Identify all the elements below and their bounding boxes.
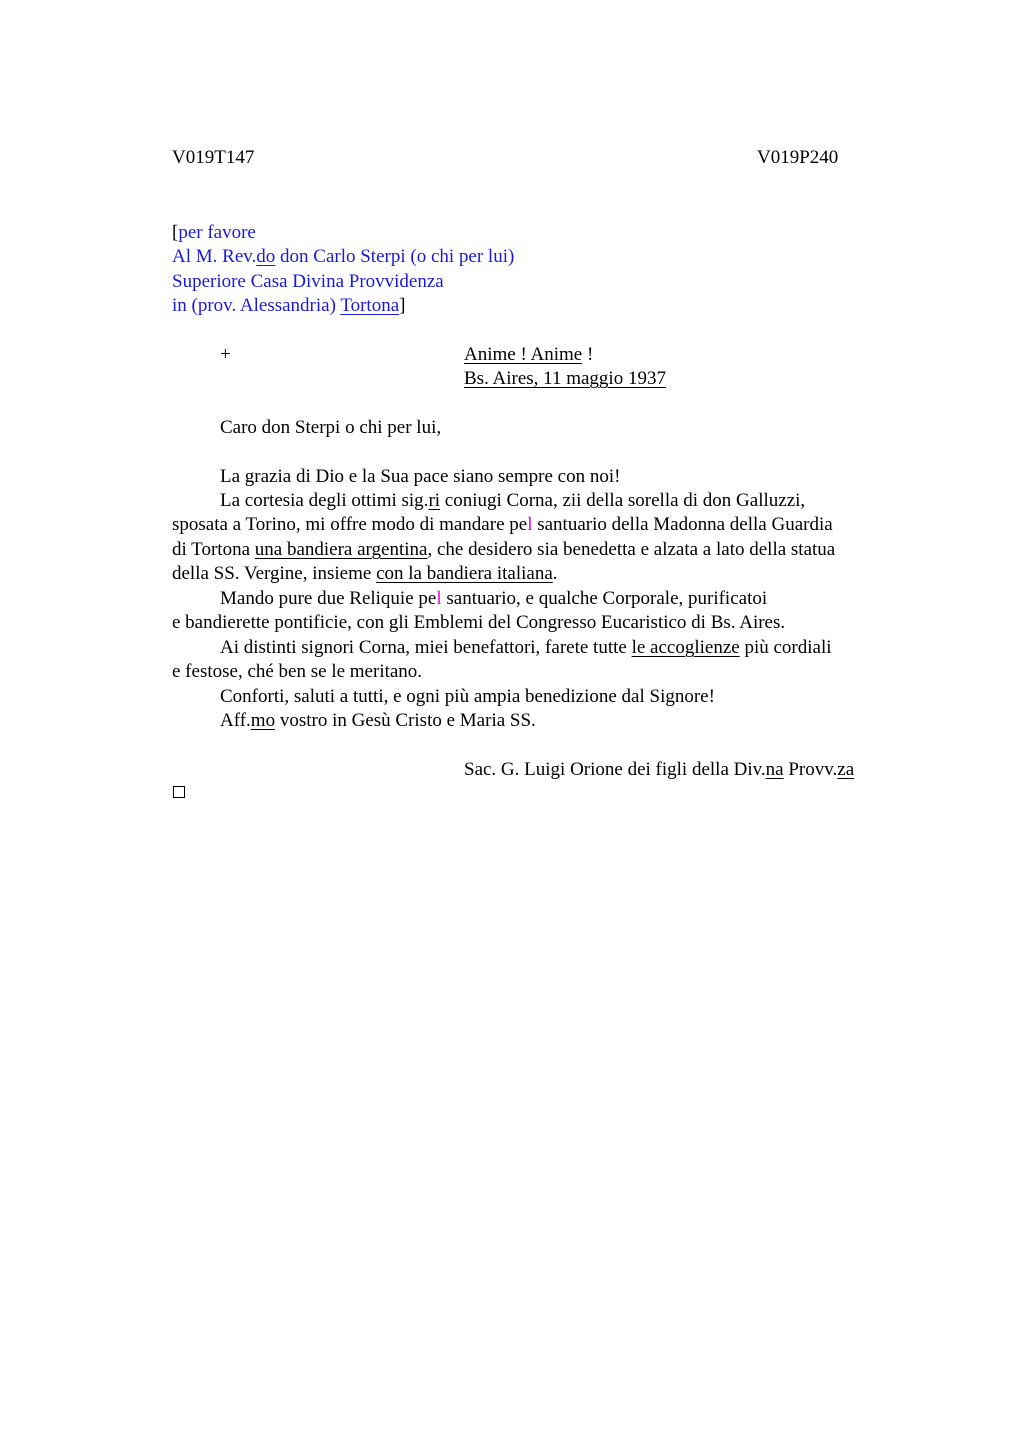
- motto: [464, 343, 593, 367]
- text-run: Ai distinti signori Corna, miei benefattori, farete tutte: [220, 637, 632, 658]
- text-run: , che desidero sia benedetta e alzata a lato della statua: [427, 539, 836, 560]
- address-line-1: [172, 221, 256, 245]
- signature-abbrev: za: [837, 759, 855, 780]
- signature-text: Provv.: [783, 759, 838, 780]
- text-run: della SS. Vergine, insieme: [172, 563, 377, 584]
- text-run: .: [552, 563, 558, 584]
- text-run: santuario della Madonna della Guardia: [532, 514, 833, 535]
- text-run: sposata a Torino, mi offre modo di mandare pe: [172, 514, 528, 535]
- text-run-underlined: una bandiera argentina: [254, 539, 428, 560]
- text-run-underlined: mo: [250, 710, 276, 731]
- paragraph-3-line-1: [220, 587, 767, 611]
- motto-end: !: [582, 344, 594, 365]
- signature-abbrev: na: [765, 759, 784, 780]
- address-province: in (prov. Alessandria): [172, 295, 341, 316]
- text-run: coniugi Corna, zii della sorella di don Galluzzi,: [440, 490, 806, 511]
- paragraph-2-line-1: [220, 489, 805, 513]
- text-run-highlighted: l: [527, 514, 533, 535]
- signature: [464, 758, 854, 782]
- cross-symbol: +: [220, 344, 231, 365]
- paragraph-3-line-2: e bandierette pontificie, con gli Emblemi del Congresso Eucaristico di Bs. Aires.: [172, 612, 786, 633]
- paragraph-4-line-1: [220, 636, 832, 660]
- address-recipient-name: don Carlo Sterpi (o chi per lui): [275, 246, 515, 267]
- text-run: Mando pure due Reliquie pe: [220, 588, 437, 609]
- end-marker-box-icon: [173, 786, 185, 798]
- text-run: La cortesia degli ottimi sig.: [220, 490, 429, 511]
- document-code-left: V019T147: [172, 147, 255, 168]
- salutation: Caro don Sterpi o chi per lui,: [220, 417, 442, 438]
- address-recipient-abbrev: do: [256, 246, 276, 267]
- address-line-2: [172, 245, 514, 269]
- closing-line: [220, 709, 536, 733]
- paragraph-2-line-2: [172, 513, 833, 537]
- paragraph-5: Conforti, saluti a tutti, e ogni più ampia benedizione dal Signore!: [220, 686, 715, 707]
- text-run-underlined: le accoglienze: [631, 637, 740, 658]
- open-bracket: [: [172, 222, 179, 243]
- motto-text: Anime ! Anime: [464, 344, 583, 365]
- paragraph-2-line-3: [172, 538, 835, 562]
- address-recipient-prefix: Al M. Rev.: [172, 246, 257, 267]
- text-run: di Tortona: [172, 539, 255, 560]
- text-run: santuario, e qualche Corporale, purificatoi: [441, 588, 768, 609]
- close-bracket: ]: [399, 295, 406, 316]
- signature-text: Sac. G. Luigi Orione dei figli della Div.: [464, 759, 766, 780]
- paragraph-2-line-4: [172, 562, 558, 586]
- address-line-4: [172, 294, 405, 318]
- text-run: più cordiali: [739, 637, 832, 658]
- text-run: vostro in Gesù Cristo e Maria SS.: [275, 710, 536, 731]
- text-run: Aff.: [220, 710, 251, 731]
- paragraph-1: La grazia di Dio e la Sua pace siano sempre con noi!: [220, 466, 621, 487]
- text-run-highlighted: l: [436, 588, 442, 609]
- address-line-3: Superiore Casa Divina Provvidenza: [172, 271, 444, 292]
- address-city: Tortona: [340, 295, 400, 316]
- paragraph-4-line-2: e festose, ché ben se le meritano.: [172, 661, 423, 682]
- text-run-underlined: con la bandiera italiana: [376, 563, 553, 584]
- address-per-favore: per favore: [178, 222, 256, 243]
- document-code-right: V019P240: [757, 147, 839, 168]
- text-run-underlined: ri: [428, 490, 441, 511]
- place-date: Bs. Aires, 11 maggio 1937: [464, 368, 666, 389]
